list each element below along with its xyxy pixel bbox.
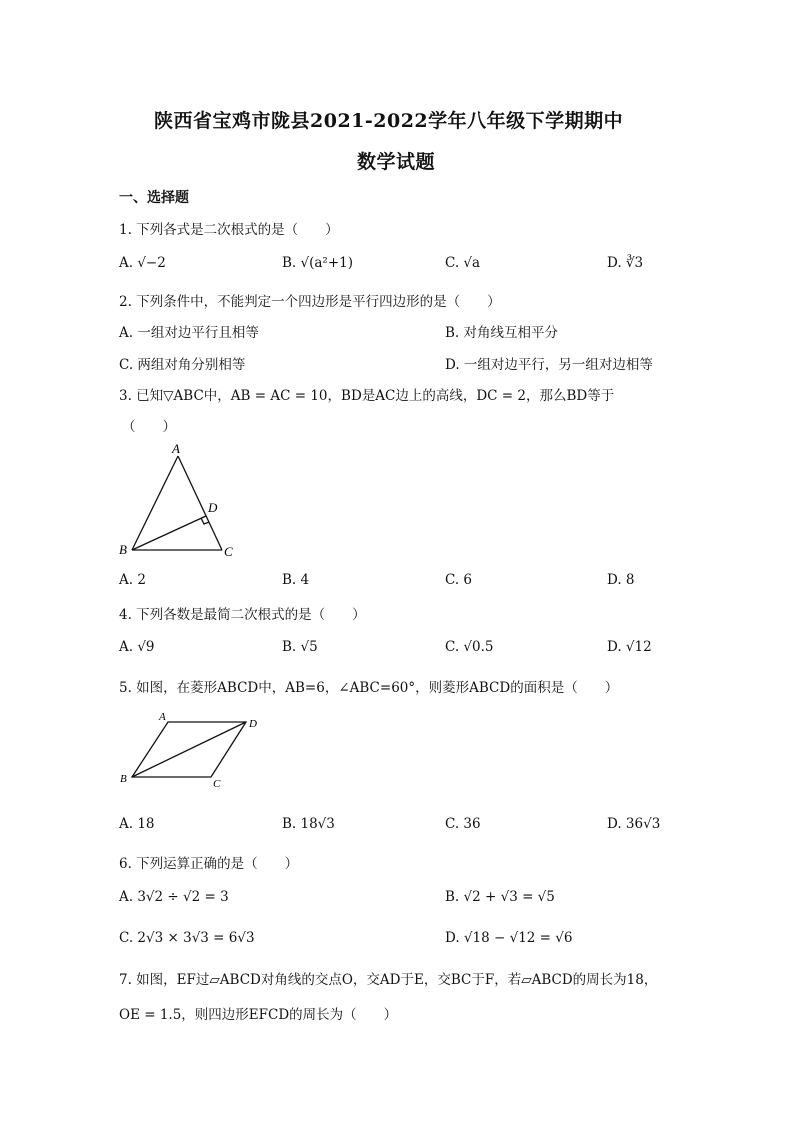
label-a: A (159, 711, 166, 723)
question-5-option-d: D. 36√3 (607, 816, 661, 832)
question-7-stem-cont: OE = 1.5，则四边形EFCD的周长为（ ） (119, 1007, 398, 1023)
question-4-option-b: B. √5 (282, 639, 318, 655)
question-2-option-a: A. 一组对边平行且相等 (119, 325, 259, 341)
question-6-option-a: A. 3√2 ÷ √2 = 3 (119, 889, 229, 905)
question-4-option-a: A. √9 (119, 639, 155, 655)
page-title: 陕西省宝鸡市陇县2021-2022学年八年级下学期期中 (154, 110, 624, 132)
question-1-option-d: D. ∛3 (607, 255, 644, 271)
question-2-stem: 2. 下列条件中，不能判定一个四边形是平行四边形的是（ ） (119, 294, 501, 310)
question-6-option-c: C. 2√3 × 3√3 = 6√3 (119, 930, 255, 946)
altitude-bd (132, 516, 206, 550)
question-3-option-c: C. 6 (445, 572, 473, 588)
question-5-figure (112, 710, 272, 792)
question-4-option-d: D. √12 (607, 639, 652, 655)
question-3-option-b: B. 4 (282, 572, 310, 588)
question-2-option-d: D. 一组对边平行，另一组对边相等 (445, 357, 653, 373)
question-3-stem: 3. 已知▽ABC中，AB = AC = 10，BD是AC边上的高线，DC = 2，那么BD等于 (119, 388, 615, 404)
question-3-option-d: D. 8 (607, 572, 635, 588)
question-1-option-a: A. √−2 (119, 255, 166, 271)
question-5-option-b: B. 18√3 (282, 816, 335, 832)
label-a: A (172, 441, 180, 456)
question-3-figure (112, 440, 242, 565)
question-4-stem: 4. 下列各数是最简二次根式的是（ ） (119, 607, 366, 623)
question-5-option-a: A. 18 (119, 816, 155, 832)
label-b: B (120, 773, 127, 785)
label-d: D (249, 718, 257, 730)
side-ab (132, 456, 178, 550)
label-c: C (213, 778, 221, 790)
label-b: B (119, 542, 127, 557)
page-subtitle: 数学试题 (357, 151, 436, 173)
question-6-option-b: B. √2 + √3 = √5 (445, 889, 555, 905)
question-2-option-c: C. 两组对角分别相等 (119, 357, 246, 373)
section-heading: 一、选择题 (119, 190, 189, 206)
question-6-stem: 6. 下列运算正确的是（ ） (119, 856, 299, 872)
label-d: D (208, 500, 218, 515)
question-3-option-a: A. 2 (119, 572, 146, 588)
question-4-option-c: C. √0.5 (445, 639, 494, 655)
label-c: C (224, 544, 233, 559)
question-2-option-b: B. 对角线互相平分 (445, 325, 559, 341)
question-5-option-c: C. 36 (445, 816, 481, 832)
question-5-stem: 5. 如图，在菱形ABCD中，AB=6，∠ABC=60°，则菱形ABCD的面积是（ ） (119, 680, 619, 696)
question-7-stem: 7. 如图，EF过▱ABCD对角线的交点O，交AD于E，交BC于F，若▱ABCD的周长为18， (119, 972, 658, 988)
question-1-option-b: B. √(a²+1) (282, 255, 354, 271)
question-3-stem-cont: （ ） (122, 419, 176, 435)
question-1-option-c: C. √a (445, 255, 481, 271)
question-6-option-d: D. √18 − √12 = √6 (445, 930, 573, 946)
question-1-stem: 1. 下列各式是二次根式的是（ ） (119, 222, 339, 238)
